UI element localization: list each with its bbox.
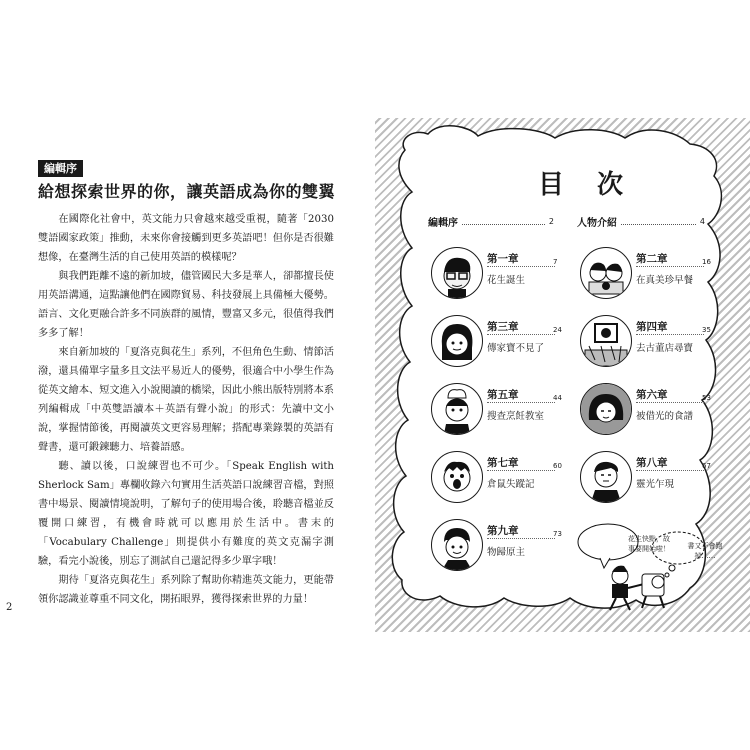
- toc-item-preface[interactable]: [428, 214, 554, 229]
- toc-item-label: 人物介紹: [577, 218, 617, 229]
- preface-paragraph: 在國際化社會中，英文能力只會越來越受重視，隨著「2030雙語國家政策」推動，未來你會接觸到更多英語吧！但你是否很難想像，在臺灣生活的自己使用英語的模樣呢？: [38, 214, 334, 263]
- family-icon: [580, 247, 632, 299]
- toc-leader-dots: [487, 266, 555, 267]
- preface-paragraph: 聽、讀以後，口說練習也不可少。「Speak English with Sherlock Sam」專欄收錄六句實用生活英語口說練習音檔，對照書中場景、閱讀情境說明，了解句子的使用場合後，聆聽音檔並反覆開口練習，有機會時就可以應用於生活中。書末的「Vocabulary Challenge」則提供小有難度的英文克漏字測驗，看完小說後，別忘了測試自己還記得多少單字哦！: [38, 461, 334, 567]
- chef-icon: [431, 383, 483, 435]
- toc-leader-dots: [636, 470, 704, 471]
- chapter-title: 去古董店尋寶: [636, 343, 694, 354]
- chapter-page: 44: [553, 394, 562, 402]
- toc-item-page: 2: [548, 217, 554, 226]
- man-icon: [580, 451, 632, 503]
- toc-chapter-3[interactable]: [431, 315, 571, 367]
- toc-item-characters[interactable]: [577, 214, 705, 229]
- preface-tag: 編輯序: [38, 160, 83, 177]
- grandma-icon: [580, 383, 632, 435]
- preface-paragraph: 來自新加坡的「夏洛克與花生」系列，不但角色生動、情節活潑，還具備單字量多且文法平易近人的優勢，很適合中小學生作為從英文繪本、短文進入小說閱讀的橋梁，因此小熊出版特別將本系列編輯成「中英雙語讀本＋英語有聲小說」的形式：先讀中文小說，掌握情節後，再閱讀英文更容易理解；搭配專業錄製的英語有聲書，還可鍛鍊聽力、培養語感。: [38, 347, 334, 453]
- toc-chapter-1[interactable]: [431, 247, 571, 299]
- chapter-number: 第四章: [636, 321, 668, 333]
- chapter-title: 傳家寶不見了: [487, 343, 545, 354]
- chapter-page: 73: [553, 530, 562, 538]
- toc-title: 目 次: [538, 170, 636, 200]
- chapter-title: 靈光乍現: [636, 479, 675, 490]
- toc-leader-dots: [621, 218, 696, 225]
- chapter-title: 搜查烹飪教室: [487, 411, 545, 422]
- toc-leader-dots: [636, 334, 704, 335]
- chapter-page: 67: [702, 462, 711, 470]
- toc-item-page: 4: [699, 217, 705, 226]
- speech-bubble-2: 書又不會跑掉……: [687, 542, 723, 560]
- chapter-number: 第八章: [636, 457, 668, 469]
- preface-paragraph: 與我們距離不遠的新加坡，儘管國民大多是華人，卻都擅長使用英語溝通，這點讓他們在國際貿易、科技發展上具備極大優勢。語言、文化更融合許多不同族群的風情，豐富又多元，很值得我們多多了解！: [38, 271, 334, 339]
- toc-leader-dots: [636, 266, 704, 267]
- chapter-page: 7: [553, 258, 558, 266]
- chapter-page: 24: [553, 326, 562, 334]
- chapter-number: 第一章: [487, 253, 519, 265]
- chapter-number: 第七章: [487, 457, 519, 469]
- chapter-page: 60: [553, 462, 562, 470]
- shocked-kid-icon: [431, 451, 483, 503]
- boy-with-glasses-icon: [431, 247, 483, 299]
- chapter-number: 第二章: [636, 253, 668, 265]
- chapter-title: 物歸原主: [487, 547, 526, 558]
- chapter-page: 35: [702, 326, 711, 334]
- chapter-page: 16: [702, 258, 711, 266]
- toc-leader-dots: [636, 402, 704, 403]
- chapter-title: 倉鼠失蹤記: [487, 479, 535, 490]
- speech-bubble-1: 花生快點，故事要開始啦！: [628, 535, 670, 553]
- toc-chapter-5[interactable]: [431, 383, 571, 435]
- woman-icon: [431, 519, 483, 571]
- toc-chapter-7[interactable]: [431, 451, 571, 503]
- chapter-number: 第六章: [636, 389, 668, 401]
- toc-leader-dots: [462, 218, 545, 225]
- preface-paragraph: 期待「夏洛克與花生」系列除了幫助你精進英文能力，更能帶領你認識並尊重不同文化，開拓眼界，獲得探索世界的力量！: [38, 575, 334, 605]
- toc-chapter-6[interactable]: [580, 383, 720, 435]
- toc-chapter-9[interactable]: [431, 519, 571, 571]
- toc-chapter-8[interactable]: [580, 451, 720, 503]
- page-number: 2: [6, 602, 13, 613]
- chapter-number: 第三章: [487, 321, 519, 333]
- chapter-number: 第九章: [487, 525, 519, 537]
- antique-shop-icon: [580, 315, 632, 367]
- toc-leader-dots: [487, 470, 555, 471]
- chapter-title: 在真美珍早餐: [636, 275, 694, 286]
- toc-leader-dots: [487, 538, 555, 539]
- chapter-number: 第五章: [487, 389, 519, 401]
- toc-item-label: 編輯序: [428, 218, 458, 229]
- toc-chapter-2[interactable]: [580, 247, 720, 299]
- toc-chapter-4[interactable]: [580, 315, 720, 367]
- toc-leader-dots: [487, 402, 555, 403]
- chapter-title: 花生誕生: [487, 275, 526, 286]
- girl-icon: [431, 315, 483, 367]
- toc-leader-dots: [487, 334, 555, 335]
- boy-and-robot-illustration: [560, 510, 710, 615]
- preface-headline: 給想探索世界的你，讓英語成為你的雙翼: [38, 182, 336, 201]
- chapter-page: 53: [702, 394, 711, 402]
- chapter-title: 被借光的食譜: [636, 411, 694, 422]
